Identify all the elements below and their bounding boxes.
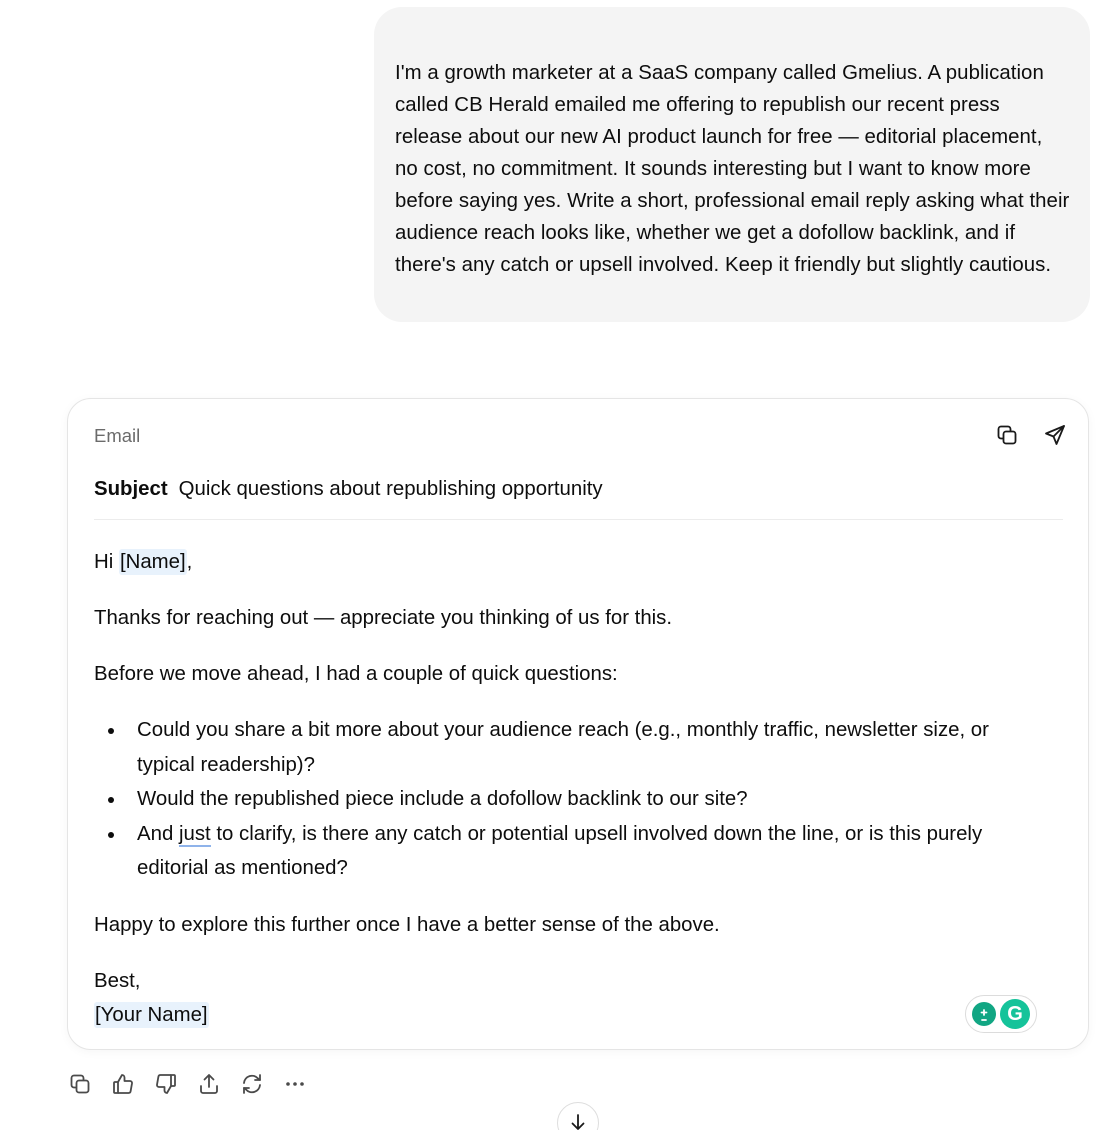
email-card-label: Email [94, 425, 141, 446]
thumbs-up-icon [111, 1072, 135, 1096]
lightbulb-icon [972, 1002, 996, 1026]
regenerate-icon [240, 1072, 264, 1096]
email-greeting [94, 545, 1048, 579]
thumbs-down-icon [154, 1072, 178, 1096]
more-options-button[interactable] [277, 1068, 313, 1100]
share-button[interactable] [191, 1068, 227, 1100]
copy-button[interactable] [62, 1068, 98, 1100]
email-subject-row [94, 475, 1063, 520]
greeting-prefix: Hi [94, 551, 114, 573]
email-card [67, 398, 1089, 1050]
arrow-down-icon [568, 1112, 588, 1130]
email-card-actions [988, 419, 1074, 451]
send-email-button[interactable] [1036, 419, 1074, 451]
email-paragraph: Thanks for reaching out — appreciate you thinking of us for this. [94, 607, 673, 629]
bullet-text-rest: to clarify, is there any catch or potential upsell involved down the line, or is this purely editorial as mentioned? [137, 822, 983, 879]
email-signoff: Best, [94, 969, 141, 992]
email-paragraph: Before we move ahead, I had a couple of quick questions: [94, 663, 618, 685]
your-name-placeholder[interactable]: [Your Name] [95, 1003, 208, 1026]
regenerate-button[interactable] [234, 1068, 270, 1100]
copy-email-button[interactable] [988, 419, 1026, 451]
send-icon [1043, 423, 1067, 447]
list-item: Would the republished piece include a dofollow backlink to our site? [94, 782, 1048, 817]
grammarly-logo-icon: G [1000, 999, 1030, 1029]
thumbs-up-button[interactable] [105, 1068, 141, 1100]
user-message-text: I'm a growth marketer at a SaaS company called Gmelius. A publication called CB Herald emailed me offering to republish our recent press release about our new AI product launch for free — editorial placement, no cost, no commitment. It sounds interesting but I want to know more before saying yes. Write a short, professional email reply asking what their audience reach looks like, whether we get a dofollow backlink, and if there's any catch or upsell involved. Keep it friendly but slightly cautious. [395, 62, 1070, 276]
name-placeholder[interactable]: [Name] [119, 551, 186, 573]
subject-text: Quick questions about republishing opportunity [178, 478, 603, 500]
question-list [94, 713, 1048, 886]
copy-icon [68, 1072, 92, 1096]
more-icon [283, 1072, 307, 1096]
email-paragraph: Happy to explore this further once I have a better sense of the above. [94, 913, 720, 936]
bullet-text-start: And [137, 822, 174, 845]
list-item [94, 817, 1048, 886]
email-body [94, 545, 1048, 1032]
thumbs-down-button[interactable] [148, 1068, 184, 1100]
scroll-to-bottom-button[interactable] [557, 1102, 599, 1130]
grammar-suggestion-word[interactable]: just [178, 822, 211, 845]
message-action-bar [62, 1068, 313, 1100]
subject-label: Subject [94, 478, 168, 500]
grammarly-widget[interactable] [965, 995, 1037, 1033]
email-signature [94, 998, 1048, 1032]
list-item: Could you share a bit more about your audience reach (e.g., monthly traffic, newsletter size, or typical readership)? [94, 713, 1048, 782]
greeting-suffix: , [186, 551, 193, 573]
user-message-bubble [374, 7, 1090, 322]
share-icon [197, 1072, 221, 1096]
copy-icon [995, 423, 1019, 447]
